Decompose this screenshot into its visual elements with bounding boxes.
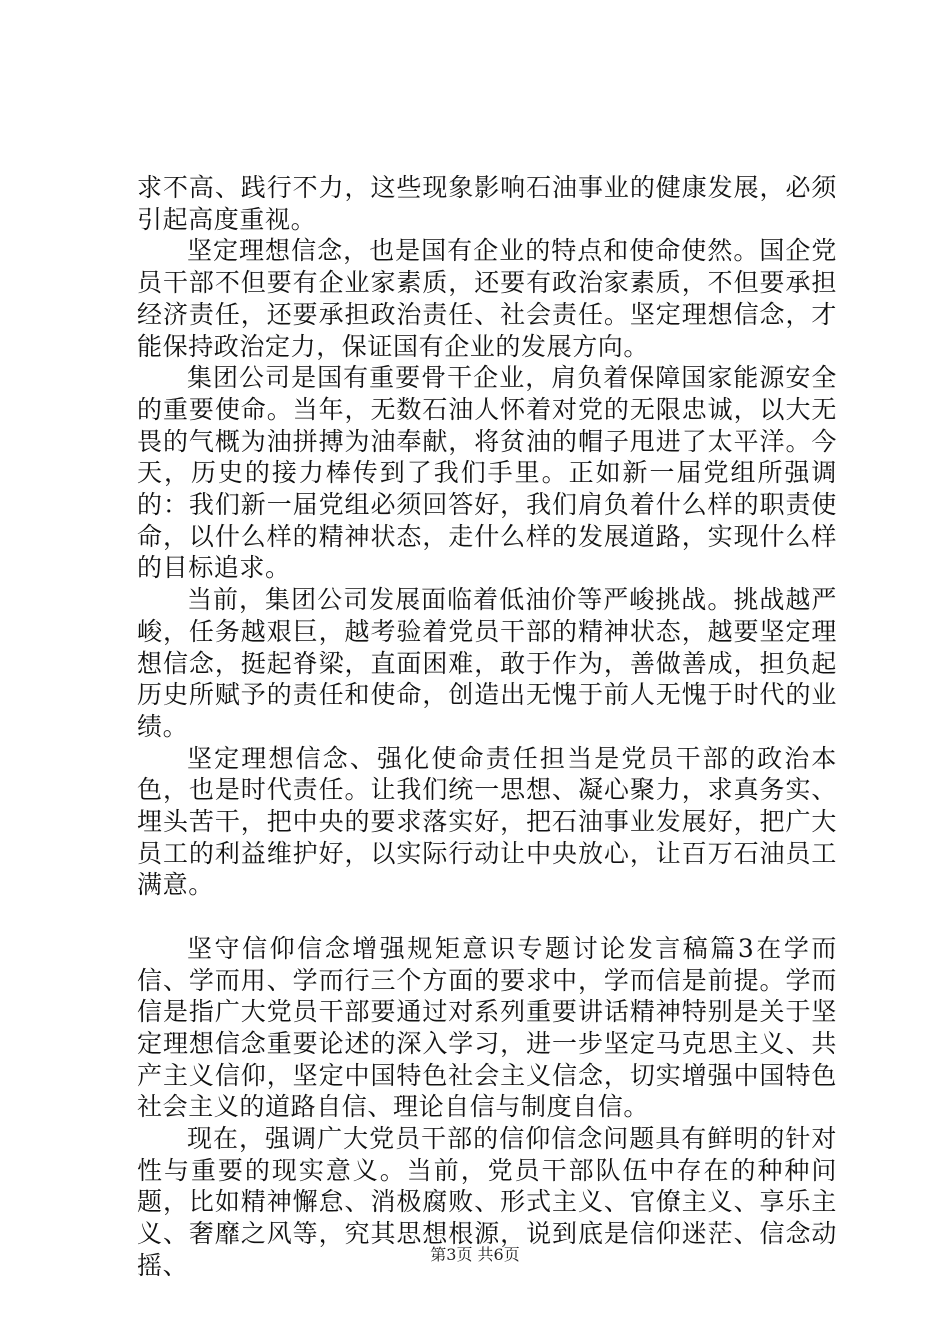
paragraph-continued: 求不高、践行不力，这些现象影响石油事业的健康发展，必须引起高度重视。	[137, 173, 837, 234]
page-number-footer: 第3页 共6页	[430, 1245, 520, 1264]
document-body	[137, 172, 837, 1282]
paragraph: 当前，集团公司发展面临着低油价等严峻挑战。挑战越严峻，任务越艰巨，越考验着党员干部的精神状态，越要坚定理想信念，挺起脊梁，直面困难，敢于作为，善做善成，担负起历史所赋予的责任和使命，创造出无愧于前人无愧于时代的业绩。	[137, 585, 837, 741]
paragraph: 集团公司是国有重要骨干企业，肩负着保障国家能源安全的重要使命。当年，无数石油人怀着对党的无限忠诚，以大无畏的气概为油拼搏为油奉献，将贫油的帽子甩进了太平洋。今天，历史的接力棒传到了我们手里。正如新一届党组所强调的：我们新一届党组必须回答好，我们肩负着什么样的职责使命，以什么样的精神状态，走什么样的发展道路，实现什么样的目标追求。	[137, 363, 837, 583]
paragraph-section-start: 坚守信仰信念增强规矩意识专题讨论发言稿篇3在学而信、学而用、学而行三个方面的要求中，学而信是前提。学而信是指广大党员干部要通过对系列重要讲话精神特别是关于坚定理想信念重要论述的深入学习，进一步坚定马克思主义、共产主义信仰，坚定中国特色社会主义信念，切实增强中国特色社会主义的道路自信、理论自信与制度自信。	[137, 933, 837, 1122]
paragraph: 现在，强调广大党员干部的信仰信念问题具有鲜明的针对性与重要的现实意义。当前，党员干部队伍中存在的种种问题，比如精神懈怠、消极腐败、形式主义、官僚主义、享乐主义、奢靡之风等，究其思想根源，说到底是信仰迷茫、信念动摇、	[137, 1124, 837, 1280]
paragraph: 坚定理想信念、强化使命责任担当是党员干部的政治本色，也是时代责任。让我们统一思想、凝心聚力，求真务实、埋头苦干，把中央的要求落实好，把石油事业发展好，把广大员工的利益维护好，以实际行动让中央放心，让百万石油员工满意。	[137, 743, 837, 900]
section-gap	[137, 901, 837, 933]
paragraph: 坚定理想信念，也是国有企业的特点和使命使然。国企党员干部不但要有企业家素质，还要有政治家素质，不但要承担经济责任，还要承担政治责任、社会责任。坚定理想信念，才能保持政治定力，保证国有企业的发展方向。	[137, 236, 837, 361]
